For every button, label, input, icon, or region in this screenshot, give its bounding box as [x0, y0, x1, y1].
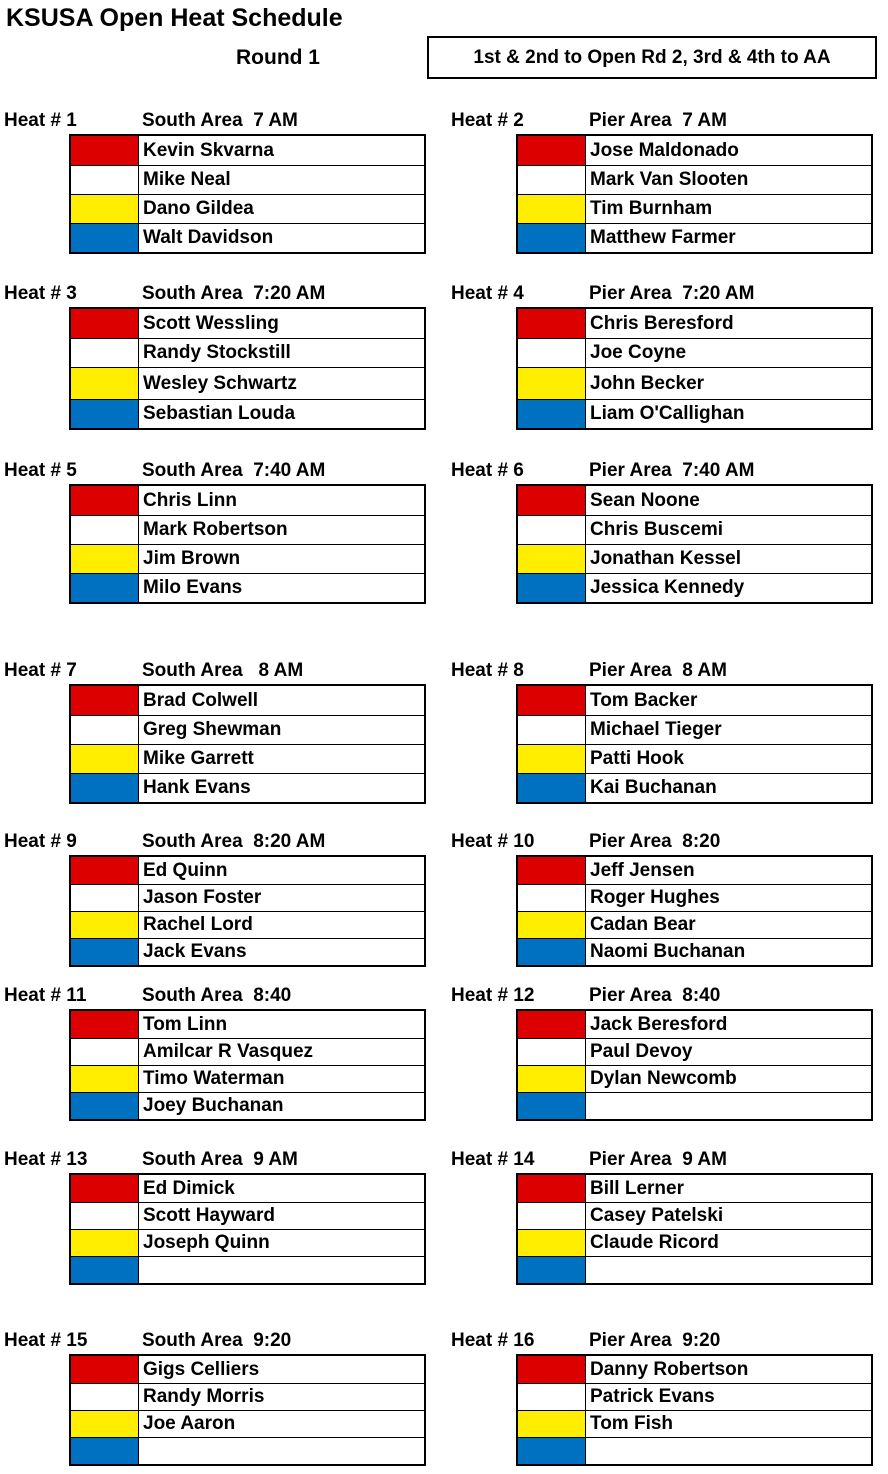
jersey-color-red	[518, 1011, 586, 1038]
surfer-name: Gigs Celliers	[143, 1358, 260, 1380]
surfer-name: Joe Aaron	[143, 1413, 236, 1434]
surfer-name: Mark Van Slooten	[590, 169, 749, 190]
surfer-name: Danny Robertson	[590, 1358, 749, 1380]
jersey-color-white	[71, 885, 139, 911]
jersey-color-blue	[71, 939, 139, 965]
heat-header	[451, 110, 888, 136]
heat-label: Heat # 15	[4, 1330, 88, 1351]
heat-label: Heat # 7	[4, 660, 77, 681]
roster-row	[71, 1092, 424, 1119]
heat-block	[451, 110, 888, 248]
roster-row	[71, 1175, 424, 1202]
heat-area-time: Pier Area 8:40	[589, 985, 721, 1006]
surfer-name	[139, 1438, 143, 1464]
surfer-name: Jose Maldonado	[590, 139, 739, 161]
surfer-name: Cadan Bear	[590, 914, 696, 935]
roster-row	[71, 573, 424, 602]
heat-block	[4, 1149, 454, 1253]
surfer-name: Joe Coyne	[590, 342, 687, 363]
roster-row	[71, 1011, 424, 1038]
jersey-color-blue	[518, 574, 586, 602]
jersey-color-yellow	[71, 745, 139, 773]
heat-block	[4, 1330, 454, 1434]
surfer-name: Sean Noone	[590, 489, 700, 511]
jersey-color-blue	[71, 1438, 139, 1464]
jersey-color-red	[71, 857, 139, 884]
surfer-name: Chris Linn	[143, 489, 237, 511]
roster-row	[518, 573, 871, 602]
heat-label: Heat # 13	[4, 1149, 88, 1170]
jersey-color-red	[71, 486, 139, 515]
heat-area-time: Pier Area 9:20	[589, 1330, 721, 1351]
surfer-name: Hank Evans	[143, 777, 251, 798]
heat-area-time: South Area 8:20 AM	[142, 831, 326, 852]
roster-row	[518, 544, 871, 573]
surfer-name: Tom Fish	[590, 1413, 674, 1434]
jersey-color-blue	[71, 224, 139, 252]
heat-roster	[69, 484, 426, 604]
jersey-color-white	[518, 885, 586, 911]
surfer-name: Wesley Schwartz	[143, 372, 297, 394]
heat-roster	[516, 484, 873, 604]
surfer-name: Mike Garrett	[143, 748, 254, 769]
jersey-color-red	[71, 1175, 139, 1202]
jersey-color-white	[518, 1203, 586, 1229]
heat-area-time: South Area 9:20	[142, 1330, 292, 1351]
heat-roster	[69, 134, 426, 254]
roster-row	[71, 1038, 424, 1065]
surfer-name: John Becker	[590, 372, 705, 394]
surfer-name: Jeff Jensen	[590, 859, 695, 881]
roster-row	[71, 486, 424, 515]
heat-header	[451, 660, 888, 686]
roster-row	[71, 1202, 424, 1229]
heat-area-time: South Area 7 AM	[142, 110, 298, 131]
surfer-name: Jason Foster	[143, 887, 262, 908]
surfer-name: Jack Beresford	[590, 1013, 728, 1035]
jersey-color-white	[71, 1384, 139, 1410]
heat-roster	[516, 1173, 873, 1285]
jersey-color-yellow	[71, 1066, 139, 1092]
roster-row	[518, 338, 871, 367]
jersey-color-blue	[518, 1438, 586, 1464]
jersey-color-red	[518, 486, 586, 515]
surfer-name: Ed Quinn	[143, 859, 228, 881]
heat-area-time: South Area 7:20 AM	[142, 283, 326, 304]
jersey-color-blue	[518, 939, 586, 965]
jersey-color-red	[518, 136, 586, 165]
surfer-name: Sebastian Louda	[143, 403, 296, 424]
heat-roster	[516, 1009, 873, 1121]
surfer-name: Paul Devoy	[590, 1041, 693, 1062]
advancement-note: 1st & 2nd to Open Rd 2, 3rd & 4th to AA	[427, 36, 877, 79]
jersey-color-yellow	[518, 368, 586, 399]
heat-label: Heat # 8	[451, 660, 524, 681]
roster-row	[518, 1038, 871, 1065]
surfer-name: Dylan Newcomb	[590, 1068, 737, 1089]
jersey-color-blue	[518, 400, 586, 428]
heat-block	[451, 1330, 888, 1434]
surfer-name: Chris Beresford	[590, 312, 734, 334]
roster-row	[71, 686, 424, 715]
heat-label: Heat # 4	[451, 283, 524, 304]
jersey-color-blue	[518, 224, 586, 252]
surfer-name	[586, 1093, 590, 1119]
roster-row	[71, 515, 424, 544]
surfer-name: Scott Wessling	[143, 312, 279, 334]
heat-block	[4, 831, 454, 962]
heat-block	[451, 660, 888, 798]
roster-row	[71, 1437, 424, 1464]
heat-label: Heat # 2	[451, 110, 524, 131]
heat-header	[4, 985, 454, 1011]
roster-row	[518, 309, 871, 338]
heat-block	[4, 460, 454, 598]
jersey-color-red	[518, 686, 586, 715]
roster-row	[71, 911, 424, 938]
heat-header	[451, 460, 888, 486]
heat-block	[451, 1149, 888, 1253]
jersey-color-blue	[71, 400, 139, 428]
jersey-color-red	[71, 309, 139, 338]
heat-roster	[516, 684, 873, 804]
roster-row	[518, 911, 871, 938]
surfer-name: Mike Neal	[143, 169, 231, 190]
roster-row	[518, 715, 871, 744]
heat-roster	[516, 307, 873, 430]
jersey-color-red	[518, 857, 586, 884]
jersey-color-yellow	[71, 195, 139, 223]
heat-header	[4, 460, 454, 486]
jersey-color-blue	[71, 574, 139, 602]
roster-row	[518, 1065, 871, 1092]
heat-label: Heat # 11	[4, 985, 87, 1006]
jersey-color-yellow	[518, 195, 586, 223]
surfer-name: Kai Buchanan	[590, 777, 717, 798]
jersey-color-white	[518, 716, 586, 744]
surfer-name: Patti Hook	[590, 748, 684, 769]
roster-row	[71, 338, 424, 367]
surfer-name	[586, 1438, 590, 1464]
roster-row	[518, 486, 871, 515]
heat-label: Heat # 6	[451, 460, 524, 481]
surfer-name: Rachel Lord	[143, 914, 253, 935]
heat-roster	[69, 684, 426, 804]
roster-row	[71, 165, 424, 194]
heat-label: Heat # 1	[4, 110, 77, 131]
jersey-color-yellow	[71, 545, 139, 573]
heat-header	[4, 110, 454, 136]
jersey-color-yellow	[71, 1230, 139, 1256]
roster-row	[518, 1356, 871, 1383]
heat-area-time: Pier Area 7:40 AM	[589, 460, 755, 481]
surfer-name: Scott Hayward	[143, 1205, 275, 1226]
roster-row	[518, 1092, 871, 1119]
surfer-name: Roger Hughes	[590, 887, 720, 908]
page-title: KSUSA Open Heat Schedule	[6, 4, 343, 32]
jersey-color-white	[71, 716, 139, 744]
heat-area-time: Pier Area 9 AM	[589, 1149, 727, 1170]
surfer-name: Michael Tieger	[590, 719, 722, 740]
heat-block	[451, 985, 888, 1089]
heat-area-time: Pier Area 7 AM	[589, 110, 727, 131]
surfer-name: Mark Robertson	[143, 519, 288, 540]
jersey-color-white	[71, 1039, 139, 1065]
jersey-color-white	[518, 166, 586, 194]
roster-row	[518, 1410, 871, 1437]
jersey-color-red	[518, 1356, 586, 1383]
jersey-color-blue	[71, 1093, 139, 1119]
jersey-color-white	[71, 339, 139, 367]
heat-area-time: Pier Area 8 AM	[589, 660, 727, 681]
jersey-color-red	[71, 686, 139, 715]
heat-header	[4, 283, 454, 309]
jersey-color-yellow	[71, 368, 139, 399]
roster-row	[518, 1383, 871, 1410]
heat-block	[451, 831, 888, 962]
roster-row	[518, 1229, 871, 1256]
surfer-name: Joseph Quinn	[143, 1232, 270, 1253]
surfer-name: Tom Linn	[143, 1013, 228, 1035]
roster-row	[71, 223, 424, 252]
heat-header	[451, 985, 888, 1011]
surfer-name: Bill Lerner	[590, 1177, 684, 1199]
jersey-color-yellow	[518, 1411, 586, 1437]
roster-row	[71, 1410, 424, 1437]
roster-row	[518, 136, 871, 165]
surfer-name: Patrick Evans	[590, 1386, 715, 1407]
surfer-name: Brad Colwell	[143, 689, 259, 711]
jersey-color-blue	[518, 1093, 586, 1119]
heat-area-time: South Area 9 AM	[142, 1149, 298, 1170]
heat-label: Heat # 10	[451, 831, 535, 852]
heat-area-time: South Area 8 AM	[142, 660, 304, 681]
heat-block	[4, 110, 454, 248]
surfer-name: Claude Ricord	[590, 1232, 719, 1253]
roster-row	[518, 1175, 871, 1202]
heat-roster	[69, 1009, 426, 1121]
surfer-name: Ed Dimick	[143, 1177, 235, 1199]
jersey-color-red	[71, 1356, 139, 1383]
heat-label: Heat # 3	[4, 283, 77, 304]
roster-row	[518, 857, 871, 884]
jersey-color-red	[71, 1011, 139, 1038]
heat-area-time: South Area 8:40	[142, 985, 292, 1006]
jersey-color-white	[71, 1203, 139, 1229]
roster-row	[518, 1011, 871, 1038]
jersey-color-white	[518, 1384, 586, 1410]
heat-block	[451, 460, 888, 598]
roster-row	[71, 1065, 424, 1092]
roster-row	[518, 399, 871, 428]
roster-row	[518, 223, 871, 252]
surfer-name: Greg Shewman	[143, 719, 282, 740]
roster-row	[71, 136, 424, 165]
roster-row	[71, 884, 424, 911]
jersey-color-yellow	[71, 912, 139, 938]
surfer-name: Tim Burnham	[590, 198, 713, 219]
heat-area-time: Pier Area 7:20 AM	[589, 283, 755, 304]
jersey-color-yellow	[518, 745, 586, 773]
heat-roster	[69, 307, 426, 430]
roster-row	[71, 744, 424, 773]
heat-header	[451, 831, 888, 857]
heat-label: Heat # 5	[4, 460, 77, 481]
surfer-name: Tom Backer	[590, 689, 698, 711]
surfer-name: Jessica Kennedy	[590, 577, 745, 598]
heat-area-time: Pier Area 8:20	[589, 831, 721, 852]
heat-roster	[69, 1173, 426, 1285]
jersey-color-yellow	[518, 912, 586, 938]
jersey-color-white	[518, 339, 586, 367]
surfer-name: Amilcar R Vasquez	[143, 1041, 314, 1062]
surfer-name: Randy Stockstill	[143, 342, 291, 363]
surfer-name: Naomi Buchanan	[590, 941, 746, 962]
roster-row	[71, 773, 424, 802]
round-label: Round 1	[236, 46, 320, 69]
surfer-name: Milo Evans	[143, 577, 243, 598]
heat-header	[451, 283, 888, 309]
heat-label: Heat # 9	[4, 831, 77, 852]
jersey-color-blue	[71, 1257, 139, 1283]
surfer-name	[139, 1257, 143, 1283]
heat-header	[4, 660, 454, 686]
surfer-name: Timo Waterman	[143, 1068, 285, 1089]
roster-row	[71, 1229, 424, 1256]
roster-row	[518, 1256, 871, 1283]
heat-header	[4, 831, 454, 857]
roster-row	[518, 194, 871, 223]
roster-row	[71, 857, 424, 884]
heat-header	[4, 1149, 454, 1175]
roster-row	[71, 938, 424, 965]
heat-roster	[516, 134, 873, 254]
heat-block	[451, 283, 888, 424]
jersey-color-blue	[518, 1257, 586, 1283]
heat-roster	[516, 855, 873, 967]
surfer-name: Casey Patelski	[590, 1205, 724, 1226]
jersey-color-white	[518, 1039, 586, 1065]
jersey-color-yellow	[518, 1230, 586, 1256]
roster-row	[518, 1437, 871, 1464]
roster-row	[518, 515, 871, 544]
heat-label: Heat # 12	[451, 985, 535, 1006]
heat-label: Heat # 16	[451, 1330, 535, 1351]
heat-header	[451, 1149, 888, 1175]
jersey-color-yellow	[518, 1066, 586, 1092]
roster-row	[71, 1356, 424, 1383]
jersey-color-yellow	[71, 1411, 139, 1437]
roster-row	[518, 744, 871, 773]
jersey-color-white	[71, 166, 139, 194]
surfer-name: Jim Brown	[143, 548, 241, 569]
surfer-name: Chris Buscemi	[590, 519, 724, 540]
roster-row	[71, 194, 424, 223]
jersey-color-red	[71, 136, 139, 165]
heat-roster	[69, 1354, 426, 1466]
surfer-name	[586, 1257, 590, 1283]
roster-row	[518, 686, 871, 715]
jersey-color-yellow	[518, 545, 586, 573]
surfer-name: Kevin Skvarna	[143, 139, 274, 161]
surfer-name: Liam O'Callighan	[590, 403, 745, 424]
heat-block	[4, 660, 454, 798]
roster-row	[518, 1202, 871, 1229]
surfer-name: Randy Morris	[143, 1386, 265, 1407]
heat-area-time: South Area 7:40 AM	[142, 460, 326, 481]
roster-row	[71, 399, 424, 428]
heat-label: Heat # 14	[451, 1149, 535, 1170]
heat-block	[4, 985, 454, 1116]
heat-roster	[69, 855, 426, 967]
roster-row	[71, 1256, 424, 1283]
roster-row	[71, 715, 424, 744]
jersey-color-blue	[518, 774, 586, 802]
surfer-name: Matthew Farmer	[590, 227, 736, 248]
jersey-color-white	[518, 516, 586, 544]
surfer-name: Dano Gildea	[143, 198, 254, 219]
heat-header	[451, 1330, 888, 1356]
roster-row	[71, 309, 424, 338]
roster-row	[71, 1383, 424, 1410]
roster-row	[518, 884, 871, 911]
jersey-color-red	[518, 309, 586, 338]
jersey-color-blue	[71, 774, 139, 802]
heat-roster	[516, 1354, 873, 1466]
surfer-name: Joey Buchanan	[143, 1095, 284, 1116]
surfer-name: Jonathan Kessel	[590, 548, 741, 569]
roster-row	[518, 367, 871, 399]
jersey-color-red	[518, 1175, 586, 1202]
jersey-color-white	[71, 516, 139, 544]
heat-header	[4, 1330, 454, 1356]
roster-row	[71, 544, 424, 573]
surfer-name: Jack Evans	[143, 941, 247, 962]
roster-row	[71, 367, 424, 399]
heat-block	[4, 283, 454, 424]
roster-row	[518, 773, 871, 802]
surfer-name: Walt Davidson	[143, 227, 274, 248]
roster-row	[518, 165, 871, 194]
roster-row	[518, 938, 871, 965]
